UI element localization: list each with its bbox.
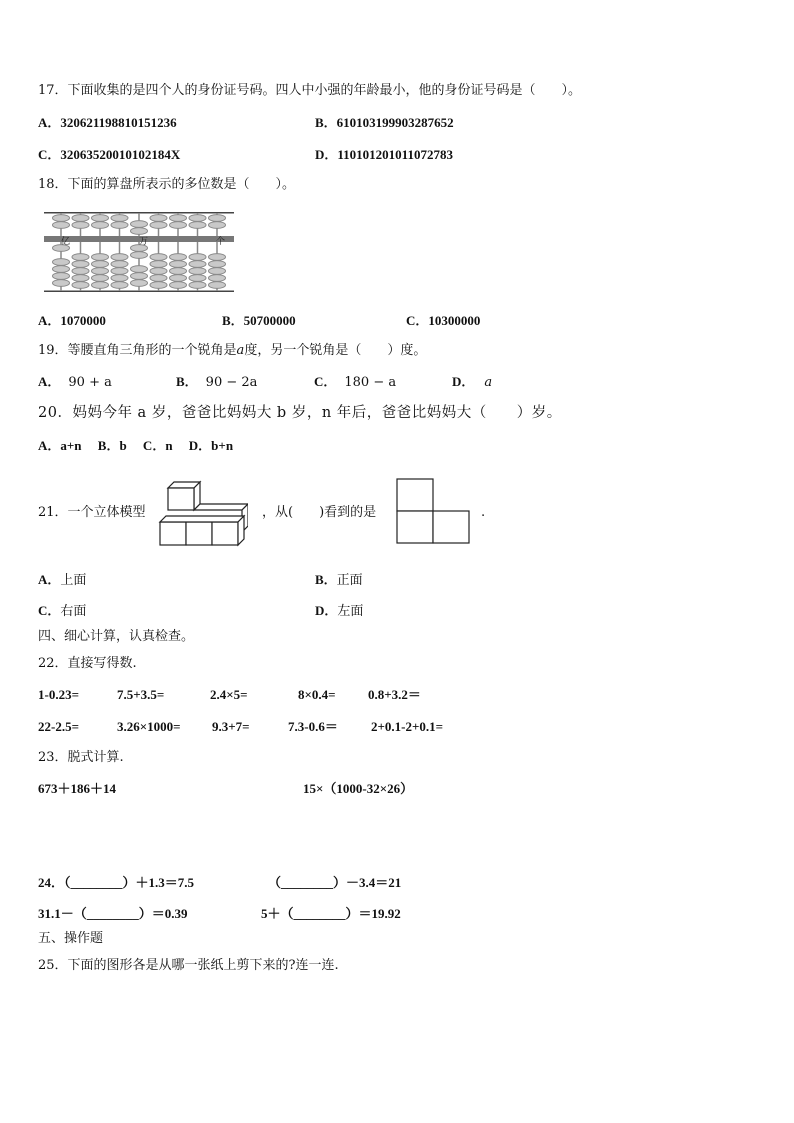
abacus-bead	[209, 268, 226, 275]
abacus-bead	[150, 222, 167, 229]
abacus-bead	[170, 215, 187, 222]
q24-item-4: 5＋（________）＝19.92	[261, 906, 401, 921]
abacus-bead	[131, 228, 148, 235]
abacus-bead	[131, 266, 148, 273]
q22-r1-c2: 7.5+3.5=	[117, 687, 165, 702]
q19-option-b: B． 90 − 2a	[176, 374, 258, 390]
abacus-bead	[92, 268, 109, 275]
abacus-bead	[131, 280, 148, 287]
q17-option-a: A．320621198810151236	[38, 115, 177, 130]
abacus-bead	[189, 282, 206, 289]
q22-r2-c3: 9.3+7=	[212, 719, 250, 734]
abacus-bead	[189, 222, 206, 229]
abacus-bead	[170, 254, 187, 261]
abacus-bead	[111, 254, 128, 261]
q25-stem: 25．下面的图形各是从哪一张纸上剪下来的?连一连.	[38, 958, 339, 973]
abacus-bead	[150, 268, 167, 275]
abacus-bead	[92, 282, 109, 289]
q22-stem: 22．直接写得数.	[38, 656, 137, 671]
q23-stem: 23．脱式计算.	[38, 750, 124, 765]
q19-option-d: D． a	[452, 374, 493, 390]
q20-stem: 20．妈妈今年 a 岁，爸爸比妈妈大 b 岁，n 年后，爸爸比妈妈大（ ）岁。	[38, 405, 562, 421]
abacus-bead	[72, 254, 89, 261]
q24-item-3: 31.1－（________）＝0.39	[38, 906, 188, 921]
section-4-heading: 四、细心计算，认真检查。	[38, 629, 195, 644]
section-5-heading: 五、操作题	[38, 931, 104, 946]
abacus-bead	[92, 261, 109, 268]
abacus-bead	[111, 222, 128, 229]
abacus-label-ge: 个	[216, 237, 226, 247]
abacus-bead	[53, 280, 70, 287]
abacus-bead	[111, 261, 128, 268]
abacus-bead	[53, 222, 70, 229]
abacus-bead	[131, 221, 148, 228]
q21-stem-a: 21．一个立体模型	[38, 505, 146, 520]
abacus-figure	[42, 210, 236, 294]
q22-r2-c5: 2+0.1-2+0.1=	[371, 719, 444, 734]
abacus-bead	[209, 275, 226, 282]
abacus-label-yi: 亿	[61, 237, 71, 247]
abacus-bead	[150, 254, 167, 261]
q24-item-1: 24．（________）＋1.3＝7.5	[38, 875, 195, 890]
abacus-bead	[170, 275, 187, 282]
abacus-bead	[92, 275, 109, 282]
q21-option-c: C．右面	[38, 603, 87, 619]
abacus-bead	[72, 282, 89, 289]
q23-item-1: 673＋186＋14	[38, 781, 117, 796]
abacus-bead	[72, 275, 89, 282]
q21-option-a: A．上面	[38, 572, 87, 588]
abacus-bead	[170, 222, 187, 229]
abacus-bead	[189, 275, 206, 282]
q18-option-a: A．1070000	[38, 313, 106, 328]
q22-r2-c2: 3.26×1000=	[117, 719, 181, 734]
abacus-bead	[209, 222, 226, 229]
abacus-bead	[72, 261, 89, 268]
abacus-bead	[170, 268, 187, 275]
q22-r1-c1: 1-0.23=	[38, 687, 79, 702]
abacus-bead	[150, 275, 167, 282]
abacus-bead	[53, 273, 70, 280]
q21-option-b: B．正面	[315, 572, 363, 588]
q22-r1-c4: 8×0.4=	[298, 687, 336, 702]
q20-options: A．a+n B．b C．n D．b+n	[38, 438, 234, 453]
abacus-bead	[150, 215, 167, 222]
q22-r1-c5: 0.8+3.2＝	[368, 687, 421, 702]
q21-option-d: D．左面	[315, 603, 364, 619]
abacus-bead	[111, 215, 128, 222]
abacus-bead	[53, 259, 70, 266]
q24-item-2: （________）－3.4＝21	[268, 875, 402, 890]
abacus-bead	[111, 275, 128, 282]
abacus-bead	[189, 261, 206, 268]
abacus-bead	[189, 268, 206, 275]
abacus-bead	[53, 215, 70, 222]
abacus-bead	[111, 268, 128, 275]
q22-r1-c3: 2.4×5=	[210, 687, 248, 702]
abacus-bead	[150, 282, 167, 289]
abacus-bead	[189, 254, 206, 261]
abacus-bead	[72, 268, 89, 275]
abacus-bead	[92, 222, 109, 229]
abacus-bead	[111, 282, 128, 289]
q18-option-b: B．50700000	[222, 313, 296, 328]
abacus-bead	[209, 261, 226, 268]
q17-option-c: C．32063520010102184X	[38, 147, 181, 162]
abacus-bead	[209, 282, 226, 289]
abacus-bead	[92, 215, 109, 222]
abacus-bead	[170, 282, 187, 289]
abacus-bead	[131, 252, 148, 259]
q21-stem-b: ，从( )看到的是	[262, 505, 377, 520]
abacus-bead	[92, 254, 109, 261]
abacus-bead	[72, 215, 89, 222]
abacus-bead	[189, 215, 206, 222]
abacus-bead	[72, 222, 89, 229]
q19-stem: 19．等腰直角三角形的一个锐角是a度，另一个锐角是（ ）度。	[38, 343, 427, 358]
q17-option-d: D．110101201011072783	[315, 147, 453, 162]
q21-stem-c: .	[481, 505, 486, 520]
q17-option-b: B．610103199903287652	[315, 115, 454, 130]
abacus-label-wan: 万	[139, 237, 149, 247]
q19-option-c: C． 180 − a	[314, 374, 397, 390]
q21-view-figure	[396, 478, 472, 546]
q19-option-a: A． 90 + a	[38, 374, 112, 390]
abacus-bead	[131, 273, 148, 280]
abacus-bead	[170, 261, 187, 268]
q18-stem: 18．下面的算盘所表示的多位数是（ ）。	[38, 177, 296, 192]
q22-r2-c4: 7.3-0.6＝	[288, 719, 338, 734]
abacus-bead	[209, 254, 226, 261]
q21-cube-model	[158, 480, 248, 548]
q22-r2-c1: 22-2.5=	[38, 719, 79, 734]
q18-option-c: C．10300000	[406, 313, 481, 328]
abacus-bead	[209, 215, 226, 222]
abacus-bead	[53, 266, 70, 273]
q23-item-2: 15×（1000-32×26）	[303, 781, 414, 796]
q17-stem: 17．下面收集的是四个人的身份证号码。四人中小强的年龄最小，他的身份证号码是（ ）。	[38, 83, 582, 98]
abacus-bead	[150, 261, 167, 268]
